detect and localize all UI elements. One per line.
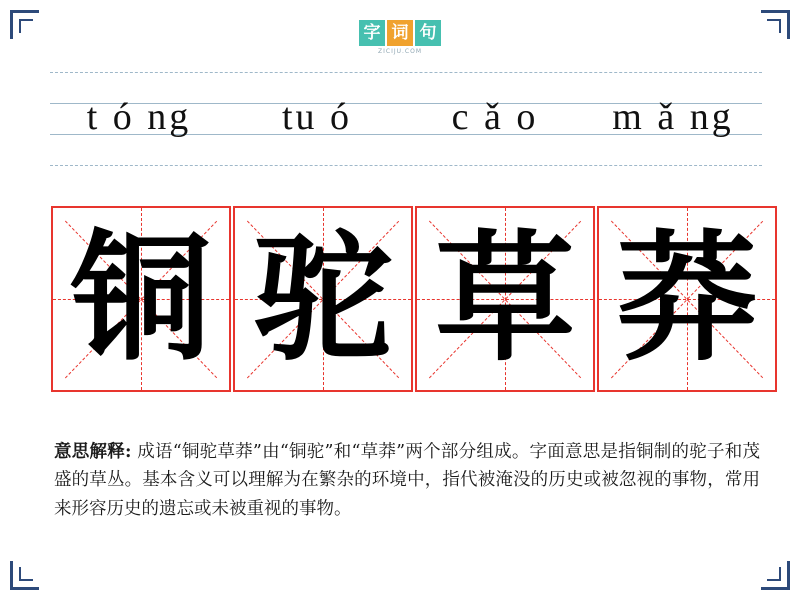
logo-block-3: 句 (415, 20, 441, 46)
character-glyph-3: 草 (434, 217, 575, 381)
logo-block-2: 词 (387, 20, 413, 46)
explanation-block (54, 438, 760, 523)
ornament-corner-bottom-left (10, 561, 39, 590)
character-glyph-2: 驼 (252, 217, 393, 381)
character-cell-2 (233, 206, 413, 392)
explanation-label: 意思解释: (54, 442, 132, 462)
character-cell-1 (51, 206, 231, 392)
explanation-text: 成语“铜驼草莽”由“铜驼”和“草莽”两个部分组成。字面意思是指铜制的驼子和茂盛的草丛。基本含义可以理解为在繁杂的环境中，指代被淹没的历史或被忽视的事物，常用来形容历史的遗忘或未被重视的事物。 (54, 442, 760, 519)
ornament-inner-bottom-right (767, 567, 781, 581)
ornament-corner-top-left (10, 10, 39, 39)
ornament-inner-bottom-left (19, 567, 33, 581)
character-cell-4 (597, 206, 777, 392)
pinyin-staff (50, 72, 762, 168)
ornament-inner-top-left (19, 19, 33, 33)
character-grid (51, 206, 777, 392)
pinyin-syllable-4: m ǎ ng (612, 96, 734, 138)
pinyin-syllable-1: t ó ng (86, 96, 192, 138)
site-logo (330, 20, 470, 55)
character-glyph-1: 铜 (70, 217, 211, 381)
character-cell-3 (415, 206, 595, 392)
character-glyph-4: 莽 (616, 217, 757, 381)
logo-subtitle: ZICIJU.COM (378, 48, 422, 55)
logo-block-1: 字 (359, 20, 385, 46)
ornament-inner-top-right (767, 19, 781, 33)
ornament-corner-top-right (761, 10, 790, 39)
ornament-corner-bottom-right (761, 561, 790, 590)
logo-blocks (330, 20, 470, 46)
pinyin-syllable-3: c ǎ o (451, 96, 539, 138)
pinyin-syllable-2: tu ó (281, 96, 353, 138)
pinyin-row (50, 72, 762, 168)
